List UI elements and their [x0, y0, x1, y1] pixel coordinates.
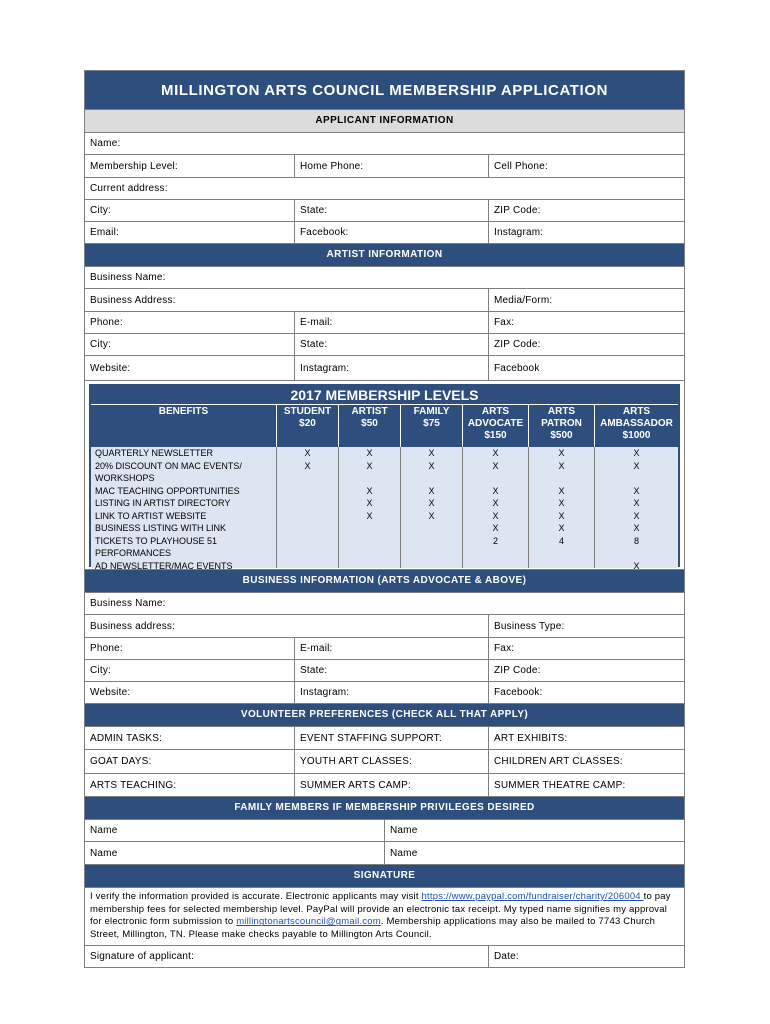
- benefit-label: TICKETS TO PLAYHOUSE 51: [95, 535, 218, 546]
- tier-header: ARTS PATRON $500: [528, 405, 594, 447]
- levels-body: [91, 447, 678, 571]
- membership-levels-table: [89, 384, 680, 571]
- artist-city-field[interactable]: City:: [90, 339, 111, 350]
- family-section-header: FAMILY MEMBERS IF MEMBERSHIP PRIVILEGES DESIRED: [85, 796, 684, 819]
- business-fax-field[interactable]: Fax:: [488, 638, 684, 659]
- benefit-mark: 2: [492, 535, 498, 546]
- art-exhibits-option[interactable]: ART EXHIBITS:: [488, 727, 684, 749]
- benefit-mark: X: [633, 448, 640, 458]
- benefit-spacer: [277, 485, 338, 498]
- artist-website-field[interactable]: Website:: [90, 362, 131, 374]
- current-address-field[interactable]: Current address:: [90, 183, 168, 194]
- benefit-mark: 8: [633, 535, 639, 546]
- benefit-mark: X: [428, 485, 435, 496]
- cell-phone-field[interactable]: Cell Phone:: [488, 155, 684, 177]
- benefit-mark: X: [558, 510, 565, 521]
- arts-teaching-option[interactable]: ARTS TEACHING:: [90, 779, 177, 791]
- artist-email-field[interactable]: E-mail:: [294, 312, 488, 333]
- tier-column: [462, 447, 528, 568]
- benefit-spacer: [277, 472, 338, 485]
- artist-instagram-field[interactable]: Instagram:: [294, 356, 488, 380]
- benefit-mark: X: [633, 460, 640, 471]
- benefit-label: AD NEWSLETTER/MAC EVENTS: [95, 560, 233, 571]
- business-name-field[interactable]: Business Name:: [90, 598, 166, 609]
- council-email-link[interactable]: millingtonartscouncil@gmail.com: [236, 916, 381, 928]
- benefit-label: LISTING IN ARTIST DIRECTORY: [95, 498, 231, 508]
- benefits-column: [91, 447, 276, 571]
- summer-theatre-camp-option[interactable]: SUMMER THEATRE CAMP:: [488, 774, 684, 796]
- benefit-label: PERFORMANCES: [95, 548, 172, 558]
- artist-facebook-field[interactable]: Facebook: [488, 356, 684, 380]
- business-address-field[interactable]: Business address:: [90, 620, 176, 632]
- artist-fax-field[interactable]: Fax:: [488, 312, 684, 333]
- tier-column: [594, 447, 678, 571]
- benefit-mark: X: [633, 498, 640, 508]
- benefit-mark: X: [492, 485, 499, 496]
- benefit-mark: X: [558, 498, 565, 508]
- benefit-mark: X: [366, 485, 373, 496]
- membership-levels-section: [85, 380, 684, 569]
- signature-section-header: SIGNATURE: [85, 864, 684, 887]
- benefit-spacer: [463, 547, 528, 560]
- business-city-field[interactable]: City:: [90, 665, 111, 676]
- benefit-mark: X: [558, 523, 565, 533]
- benefit-mark: X: [558, 448, 565, 458]
- benefit-mark: X: [492, 498, 499, 508]
- business-instagram-field[interactable]: Instagram:: [294, 682, 488, 703]
- applicant-city-field[interactable]: City:: [90, 205, 111, 216]
- benefit-mark: X: [633, 485, 640, 496]
- benefit-mark: X: [366, 510, 373, 521]
- family-member-name-field[interactable]: Name: [384, 820, 684, 841]
- benefit-label: LINK TO ARTIST WEBSITE: [95, 510, 207, 521]
- tier-column: [400, 447, 462, 568]
- business-email-field[interactable]: E-mail:: [294, 638, 488, 659]
- business-zip-field[interactable]: ZIP Code:: [488, 660, 684, 681]
- youth-art-classes-option[interactable]: YOUTH ART CLASSES:: [294, 750, 488, 773]
- event-staffing-option[interactable]: EVENT STAFFING SUPPORT:: [294, 727, 488, 749]
- artist-media-form-field[interactable]: Media/Form:: [488, 289, 684, 311]
- benefit-mark: X: [366, 448, 373, 458]
- benefit-spacer: [595, 472, 678, 485]
- benefit-mark: X: [492, 460, 499, 471]
- applicant-email-field[interactable]: Email:: [90, 227, 119, 238]
- benefit-label: MAC TEACHING OPPORTUNITIES: [95, 485, 240, 496]
- artist-business-address-field[interactable]: Business Address:: [90, 294, 176, 306]
- tier-header: ARTS ADVOCATE $150: [462, 405, 528, 447]
- benefits-header: BENEFITS: [158, 406, 209, 417]
- benefit-spacer: [401, 522, 462, 535]
- business-website-field[interactable]: Website:: [90, 687, 131, 698]
- artist-state-field[interactable]: State:: [294, 334, 488, 355]
- date-field[interactable]: Date:: [488, 946, 684, 967]
- benefit-mark: X: [633, 510, 640, 521]
- benefit-mark: X: [304, 448, 311, 458]
- family-member-name-field[interactable]: Name: [384, 842, 684, 864]
- benefit-spacer: [595, 547, 678, 560]
- family-member-name-field[interactable]: Name: [90, 825, 118, 836]
- benefit-mark: X: [492, 523, 499, 533]
- benefit-label: BUSINESS LISTING WITH LINK: [95, 523, 227, 533]
- benefit-mark: X: [492, 448, 499, 458]
- benefit-spacer: [463, 472, 528, 485]
- benefit-mark: 4: [558, 535, 564, 546]
- tier-column: [338, 447, 400, 568]
- family-member-name-field[interactable]: Name: [90, 847, 118, 859]
- benefit-mark: X: [428, 460, 435, 471]
- form-title: MILLINGTON ARTS COUNCIL MEMBERSHIP APPLICATION: [85, 71, 684, 109]
- artist-phone-field[interactable]: Phone:: [90, 317, 123, 328]
- artist-section-header: ARTIST INFORMATION: [85, 243, 684, 266]
- tier-column: [276, 447, 338, 568]
- applicant-facebook-field[interactable]: Facebook:: [294, 222, 488, 243]
- applicant-zip-field[interactable]: ZIP Code:: [488, 200, 684, 221]
- benefit-label: 20% DISCOUNT ON MAC EVENTS/: [95, 460, 242, 471]
- benefit-mark: X: [428, 498, 435, 508]
- benefit-mark: X: [428, 448, 435, 458]
- benefit-spacer: [401, 472, 462, 485]
- benefit-label: QUARTERLY NEWSLETTER: [95, 448, 214, 458]
- membership-level-field[interactable]: Membership Level:: [90, 160, 178, 172]
- benefit-mark: X: [366, 498, 373, 508]
- artist-business-name-field[interactable]: Business Name:: [90, 272, 166, 283]
- volunteer-section-header: VOLUNTEER PREFERENCES (CHECK ALL THAT APPLY): [85, 703, 684, 726]
- benefit-mark: X: [492, 510, 499, 521]
- membership-levels-title: 2017 MEMBERSHIP LEVELS: [91, 386, 678, 404]
- benefit-mark: X: [633, 523, 640, 533]
- signature-statement: I verify the information provided is accurate. Electronic applicants may visit https://www.paypal.com/fundraiser/charity/206004 to pay membership fees for selected membership level. PayPal will provide an electronic tax receipt. My typed name signifies my approval for electronic form submission to millingtonartscouncil@gmail.com. Membership applications may also be mailed to 7743 Church Street, Millington, TN. Please make checks payable to Millington Arts Council.: [85, 887, 684, 945]
- membership-application-form: [84, 70, 685, 968]
- benefit-spacer: [339, 472, 400, 485]
- benefit-spacer: [339, 522, 400, 535]
- benefit-mark: X: [366, 460, 373, 471]
- benefit-spacer: [529, 547, 594, 560]
- benefit-mark: X: [428, 510, 435, 521]
- paypal-link[interactable]: https://www.paypal.com/fundraiser/charity/206004: [421, 891, 644, 902]
- tier-header: ARTS AMBASSADOR $1000: [594, 405, 678, 447]
- applicant-section-header: APPLICANT INFORMATION: [85, 109, 684, 132]
- benefit-label: WORKSHOPS: [95, 473, 155, 483]
- admin-tasks-option[interactable]: ADMIN TASKS:: [90, 732, 163, 744]
- levels-header-row: [91, 404, 678, 447]
- applicant-state-field[interactable]: State:: [294, 200, 488, 221]
- tier-header: FAMILY $75: [400, 405, 462, 447]
- goat-days-option[interactable]: GOAT DAYS:: [90, 756, 152, 767]
- business-section-header: BUSINESS INFORMATION (ARTS ADVOCATE & ABOVE): [85, 569, 684, 592]
- benefit-mark: X: [304, 460, 311, 471]
- business-phone-field[interactable]: Phone:: [90, 643, 123, 654]
- benefit-spacer: [529, 472, 594, 485]
- applicant-instagram-field[interactable]: Instagram:: [488, 222, 684, 243]
- business-type-field[interactable]: Business Type:: [488, 615, 684, 637]
- home-phone-field[interactable]: Home Phone:: [294, 155, 488, 177]
- tier-header: ARTIST $50: [338, 405, 400, 447]
- applicant-name-field[interactable]: Name:: [90, 138, 121, 149]
- signature-of-applicant-field[interactable]: Signature of applicant:: [90, 950, 195, 962]
- tier-column: [528, 447, 594, 568]
- benefit-mark: X: [633, 560, 640, 571]
- benefit-mark: X: [558, 460, 565, 471]
- artist-zip-field[interactable]: ZIP Code:: [488, 334, 684, 355]
- benefit-mark: X: [558, 485, 565, 496]
- children-art-classes-option[interactable]: CHILDREN ART CLASSES:: [488, 750, 684, 773]
- business-state-field[interactable]: State:: [294, 660, 488, 681]
- business-facebook-field[interactable]: Facebook:: [488, 682, 684, 703]
- tier-header: STUDENT $20: [276, 405, 338, 447]
- summer-arts-camp-option[interactable]: SUMMER ARTS CAMP:: [294, 774, 488, 796]
